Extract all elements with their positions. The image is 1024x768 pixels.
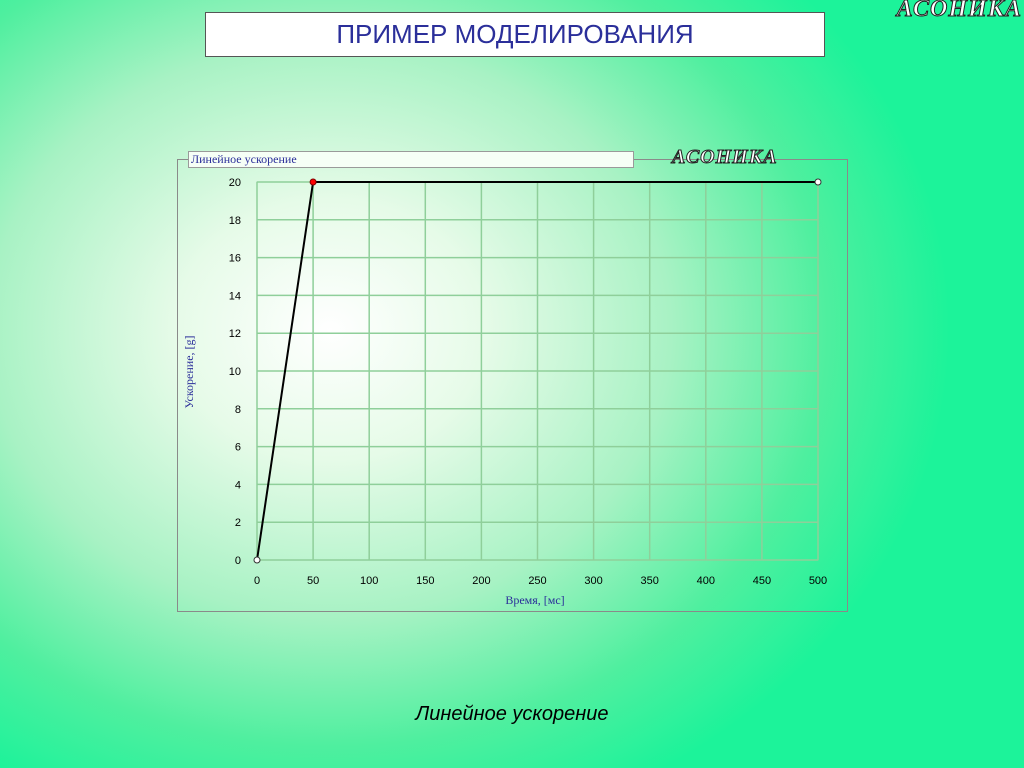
- x-tick-label: 250: [528, 575, 547, 587]
- x-tick-label: 350: [640, 575, 659, 587]
- y-tick-label: 6: [234, 441, 241, 454]
- x-tick-label: 300: [584, 575, 603, 587]
- asonika-logo-top: АСОНИКА: [896, 0, 1022, 22]
- chart-title: Линейное ускорение: [188, 151, 634, 168]
- slide-title: ПРИМЕР МОДЕЛИРОВАНИЯ: [205, 12, 825, 57]
- x-axis-label: Время, [мс]: [505, 593, 565, 607]
- y-tick-label: 14: [228, 290, 241, 303]
- y-tick-label: 16: [228, 252, 241, 265]
- x-tick-label: 400: [696, 575, 715, 587]
- y-tick-label: 20: [228, 177, 241, 189]
- chart-ticks: [229, 177, 827, 587]
- chart-grid: [257, 182, 818, 560]
- x-tick-label: 150: [416, 575, 435, 587]
- x-tick-label: 50: [306, 575, 320, 587]
- y-tick-label: 2: [234, 517, 241, 530]
- y-tick-label: 4: [234, 479, 241, 492]
- y-tick-label: 8: [234, 403, 241, 416]
- slide-caption: Линейное ускорение: [415, 703, 609, 725]
- x-tick-label: 200: [472, 575, 491, 587]
- asonika-logo-chart: АСОНИКА: [672, 146, 778, 168]
- y-axis-label: Ускорение, [g]: [182, 335, 196, 409]
- data-point-highlighted: [310, 179, 316, 185]
- y-tick-label: 0: [234, 555, 241, 567]
- y-tick-label: 10: [228, 366, 241, 378]
- y-tick-label: 18: [228, 214, 241, 227]
- x-tick-label: 450: [752, 575, 772, 587]
- x-tick-label: 0: [253, 575, 261, 587]
- data-point: [254, 557, 260, 563]
- y-tick-label: 12: [228, 328, 241, 341]
- data-point: [815, 179, 821, 185]
- x-tick-label: 100: [360, 575, 379, 587]
- x-tick-label: 500: [808, 575, 828, 587]
